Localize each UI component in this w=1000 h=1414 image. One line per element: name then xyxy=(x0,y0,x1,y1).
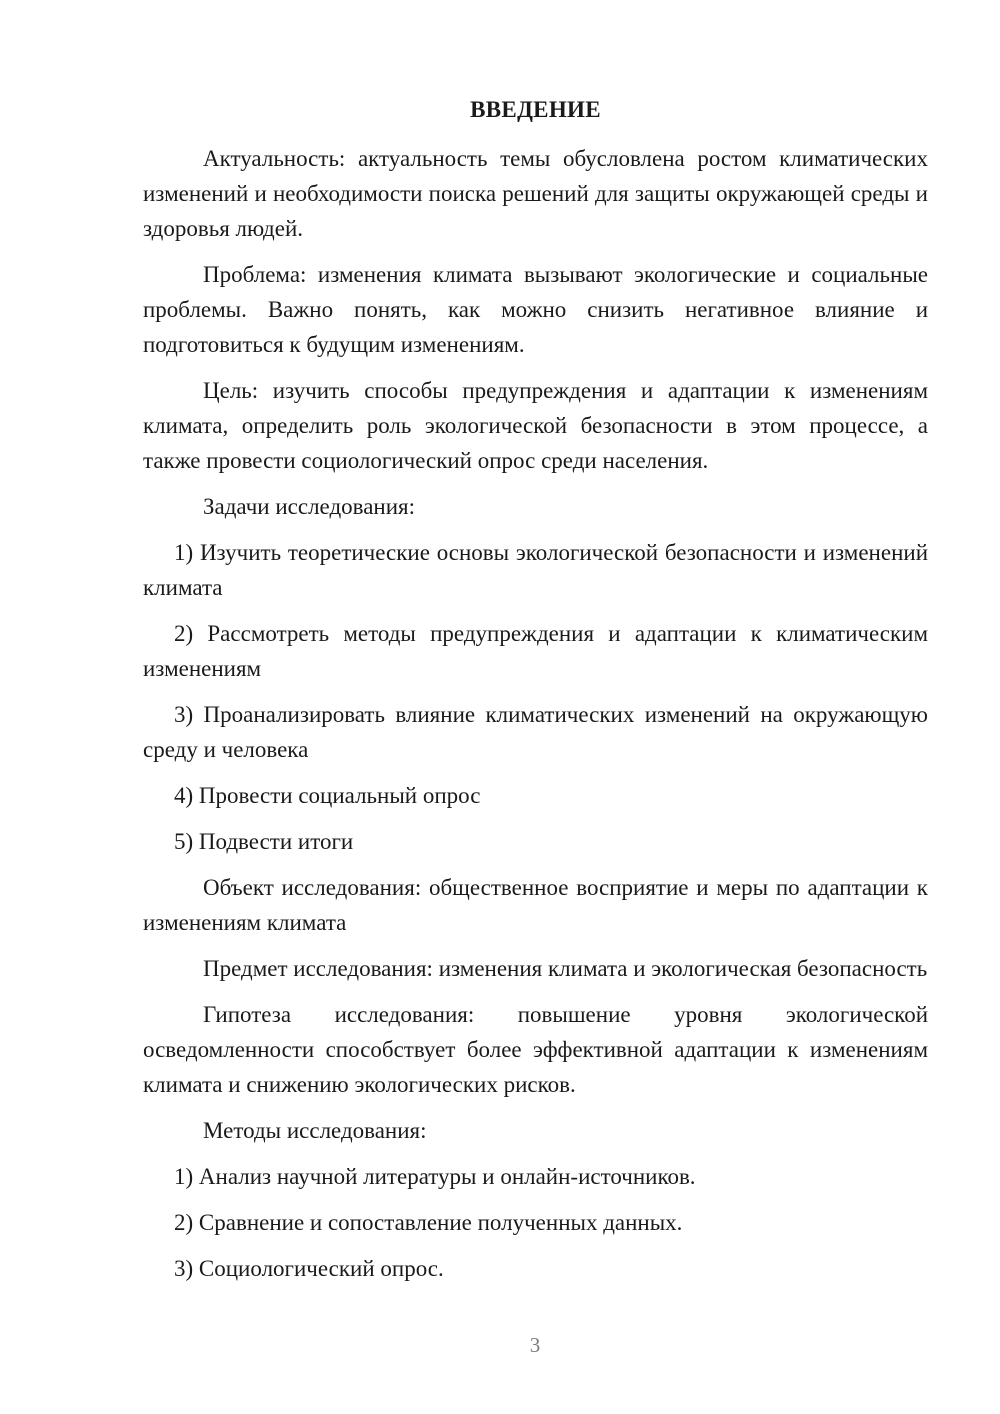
task-item: 4) Провести социальный опрос xyxy=(174,783,481,808)
page-title: ВВЕДЕНИЕ xyxy=(470,97,601,122)
tasks-heading: Задачи исследования: xyxy=(203,494,416,519)
method-item: 3) Социологический опрос. xyxy=(174,1256,444,1281)
object-paragraph: Объект исследования: общественное восприятие и меры по адаптации к изменениям климата xyxy=(143,875,928,935)
document-page xyxy=(143,92,928,1297)
hypothesis-paragraph: Гипотеза исследования: повышение уровня экологической осведомленности способствует более эффективной адаптации к изменениям климата и снижению экологических рисков. xyxy=(143,1002,928,1097)
goal-paragraph: Цель: изучить способы предупреждения и адаптации к изменениям климата, определить роль экологической безопасности в этом процессе, а также провести социологический опрос среди населения. xyxy=(143,378,928,473)
method-item: 2) Сравнение и сопоставление полученных данных. xyxy=(174,1210,683,1235)
task-item: 5) Подвести итоги xyxy=(174,829,354,854)
methods-heading: Методы исследования: xyxy=(203,1118,427,1143)
problem-paragraph: Проблема: изменения климата вызывают экологические и социальные проблемы. Важно понять, как можно снизить негативное влияние и подготовиться к будущим изменениям. xyxy=(143,262,928,357)
relevance-paragraph: Актуальность: актуальность темы обусловлена ростом климатических изменений и необходимости поиска решений для защиты окружающей среды и здоровья людей. xyxy=(143,146,928,241)
method-item: 1) Анализ научной литературы и онлайн-источников. xyxy=(174,1164,696,1189)
task-item: 3) Проанализировать влияние климатических изменений на окружающую среду и человека xyxy=(143,702,928,762)
task-item: 1) Изучить теоретические основы экологической безопасности и изменений климата xyxy=(143,540,928,600)
page-number: 3 xyxy=(529,1333,541,1357)
task-item: 2) Рассмотреть методы предупреждения и адаптации к климатическим изменениям xyxy=(143,621,928,681)
subject-paragraph: Предмет исследования: изменения климата и экологическая безопасность xyxy=(203,956,928,981)
